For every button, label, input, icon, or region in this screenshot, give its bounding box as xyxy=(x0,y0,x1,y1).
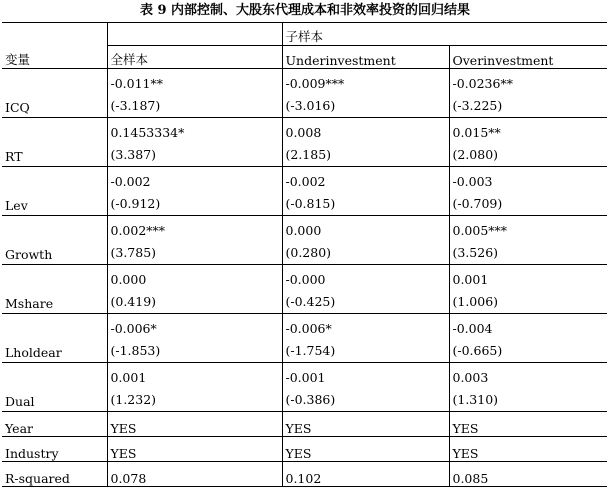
table-row xyxy=(2,265,607,314)
variable-label: RT xyxy=(2,118,107,167)
t-statistic-value: (1.310) xyxy=(452,392,499,407)
t-statistic-value: (-3.187) xyxy=(110,98,161,113)
table-cell xyxy=(449,363,607,412)
table-row xyxy=(2,167,607,216)
t-statistic-value: (-0.425) xyxy=(285,294,336,309)
table-cell xyxy=(282,314,449,363)
table-cell xyxy=(107,265,282,314)
t-statistic-value: (3.785) xyxy=(110,245,157,260)
table-cell: 0.102 xyxy=(282,462,449,487)
coefficient-value: -0.011** xyxy=(110,76,164,91)
t-statistic-value: (0.280) xyxy=(285,245,332,260)
coefficient-value: -0.002 xyxy=(110,174,151,189)
coefficient-value: -0.0236** xyxy=(452,76,513,91)
header-blank-cell xyxy=(107,23,282,46)
table-cell: YES xyxy=(449,437,607,462)
column-header-overinvestment: Overinvestment xyxy=(449,46,607,69)
table-cell xyxy=(282,363,449,412)
table-cell: YES xyxy=(107,437,282,462)
table-cell xyxy=(449,216,607,265)
t-statistic-value: (1.006) xyxy=(452,294,499,309)
t-statistic-value: (-0.709) xyxy=(452,196,503,211)
coefficient-value: 0.003 xyxy=(452,370,489,385)
table-cell xyxy=(107,167,282,216)
table-cell xyxy=(107,118,282,167)
coefficient-value: -0.001 xyxy=(285,370,326,385)
t-statistic-value: (-0.665) xyxy=(452,343,503,358)
control-label: Year xyxy=(2,412,107,437)
table-cell xyxy=(107,69,282,118)
table-row xyxy=(2,216,607,265)
table-cell xyxy=(282,69,449,118)
t-statistic-value: (0.419) xyxy=(110,294,157,309)
t-statistic-value: (-0.386) xyxy=(285,392,336,407)
t-statistic-value: (-1.754) xyxy=(285,343,336,358)
table-row xyxy=(2,118,607,167)
t-statistic-value: (-0.815) xyxy=(285,196,336,211)
table-cell: YES xyxy=(282,437,449,462)
t-statistic-value: (3.387) xyxy=(110,147,157,162)
variable-label: Mshare xyxy=(2,265,107,314)
coefficient-value: -0.004 xyxy=(452,321,493,336)
table-cell xyxy=(107,363,282,412)
subsample-header: 子样本 xyxy=(282,23,607,46)
table-row xyxy=(2,363,607,412)
table-row xyxy=(2,412,607,437)
header-row-columns xyxy=(2,46,607,69)
coefficient-value: 0.008 xyxy=(285,125,322,140)
table-row xyxy=(2,314,607,363)
t-statistic-value: (3.526) xyxy=(452,245,499,260)
table-title: 表 9 内部控制、大股东代理成本和非效率投资的回归结果 xyxy=(139,3,471,18)
table-cell xyxy=(282,118,449,167)
table-cell: 0.085 xyxy=(449,462,607,487)
coefficient-value: -0.006* xyxy=(285,321,332,336)
table-cell xyxy=(449,69,607,118)
header-row-subsample xyxy=(2,23,607,46)
table-cell xyxy=(107,314,282,363)
column-header-underinvestment: Underinvestment xyxy=(282,46,449,69)
t-statistic-value: (-1.853) xyxy=(110,343,161,358)
table-cell xyxy=(282,167,449,216)
variable-label: Growth xyxy=(2,216,107,265)
coefficient-value: 0.002*** xyxy=(110,223,166,238)
t-statistic-value: (1.232) xyxy=(110,392,157,407)
coefficient-value: 0.1453334* xyxy=(110,125,185,140)
coefficient-value: -0.002 xyxy=(285,174,326,189)
table-cell xyxy=(449,314,607,363)
coefficient-value: 0.001 xyxy=(452,272,489,287)
t-statistic-value: (-0.912) xyxy=(110,196,161,211)
coefficient-value: -0.000 xyxy=(285,272,326,287)
variable-header: 变量 xyxy=(5,52,31,67)
t-statistic-value: (-3.016) xyxy=(285,98,336,113)
coefficient-value: -0.006* xyxy=(110,321,157,336)
column-header-full-sample: 全样本 xyxy=(107,46,282,69)
table-cell: YES xyxy=(449,412,607,437)
variable-label: Lholdear xyxy=(2,314,107,363)
coefficient-value: 0.001 xyxy=(110,370,147,385)
coefficient-value: -0.003 xyxy=(452,174,493,189)
header-blank-cell xyxy=(2,23,107,46)
t-statistic-value: (2.080) xyxy=(452,147,499,162)
variable-label: Dual xyxy=(2,363,107,412)
table-cell: YES xyxy=(107,412,282,437)
table-row xyxy=(2,462,607,487)
table-cell xyxy=(449,265,607,314)
table-cell xyxy=(107,216,282,265)
coefficient-value: 0.005*** xyxy=(452,223,508,238)
coefficient-value: -0.009*** xyxy=(285,76,345,91)
table-cell: 0.078 xyxy=(107,462,282,487)
coefficient-value: 0.000 xyxy=(285,223,322,238)
coefficient-value: 0.015** xyxy=(452,125,501,140)
table-row xyxy=(2,69,607,118)
regression-table xyxy=(2,22,607,487)
variable-label: Lev xyxy=(2,167,107,216)
t-statistic-value: (2.185) xyxy=(285,147,332,162)
variable-label: ICQ xyxy=(2,69,107,118)
table-cell xyxy=(282,265,449,314)
table-row xyxy=(2,437,607,462)
table-cell xyxy=(282,216,449,265)
table-cell xyxy=(449,167,607,216)
table-cell xyxy=(449,118,607,167)
control-label: Industry xyxy=(2,437,107,462)
control-label: R-squared xyxy=(2,462,107,487)
t-statistic-value: (-3.225) xyxy=(452,98,503,113)
table-cell: YES xyxy=(282,412,449,437)
coefficient-value: 0.000 xyxy=(110,272,147,287)
